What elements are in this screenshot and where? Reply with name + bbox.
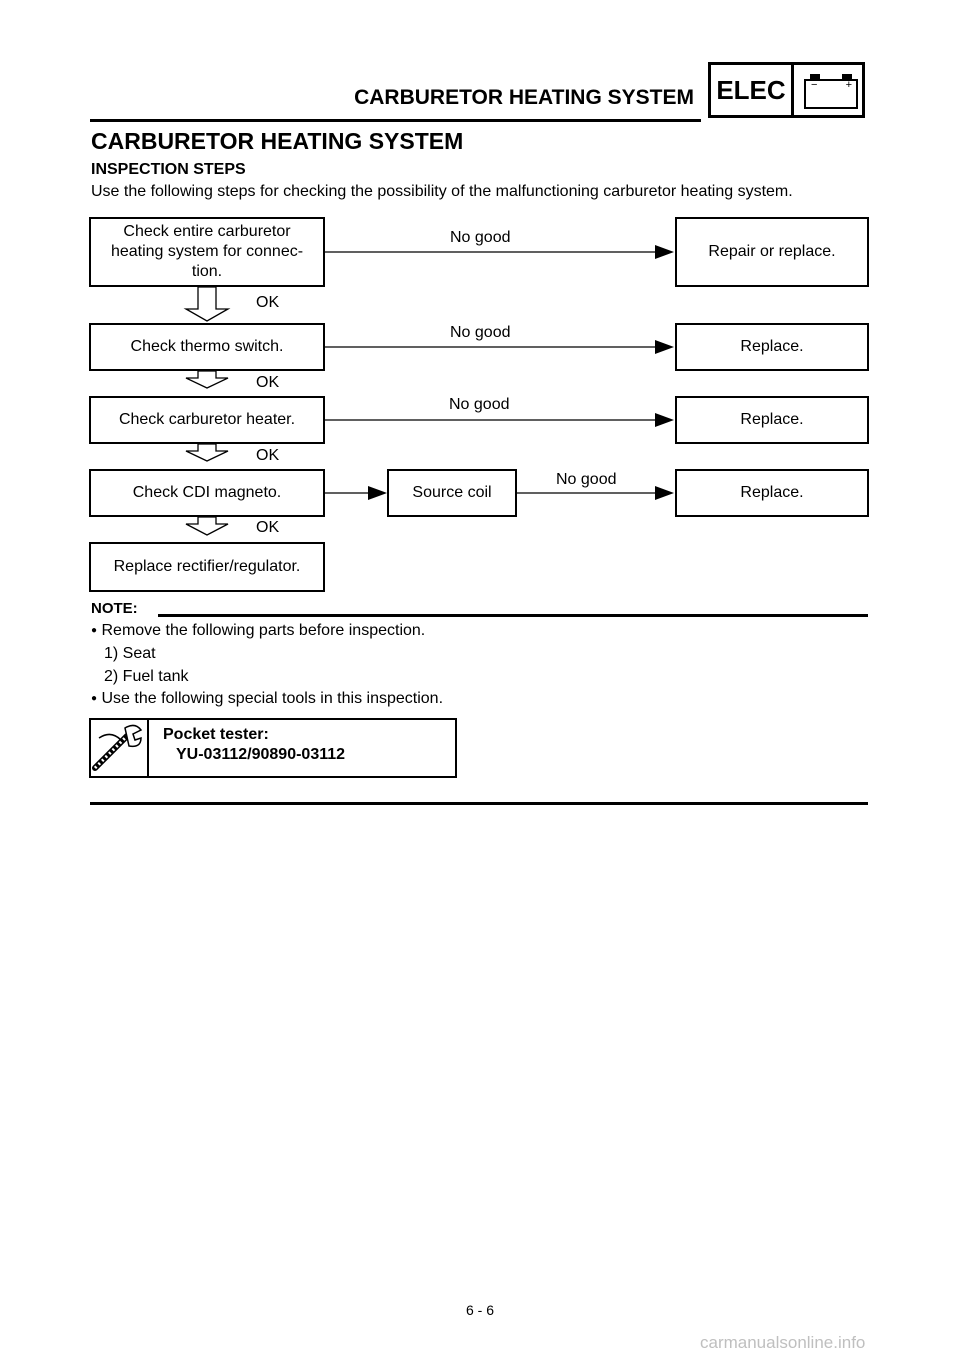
step1-line3: tion. (191, 263, 223, 280)
flowchart-connectors (0, 0, 960, 620)
intro-text: Use the following steps for checking the possibility of the malfunctioning carburetor heating system. (91, 183, 793, 200)
result-replace-3: Replace. (675, 469, 869, 517)
tool-divider (147, 718, 149, 778)
page-title: CARBURETOR HEATING SYSTEM (91, 128, 464, 154)
bullet-icon: ● (91, 625, 98, 636)
plus-sign: + (845, 79, 852, 91)
page-number: 6 - 6 (465, 1302, 494, 1318)
tool-name: Pocket tester: (163, 726, 269, 743)
step-source-coil: Source coil (387, 469, 517, 517)
note-bullet-2-text: Use the following special tools in this inspection. (101, 690, 444, 707)
no-good-label: No good (449, 396, 510, 413)
note-bullet-1-text: Remove the following parts before inspection. (101, 622, 426, 639)
result-replace-1: Replace. (675, 323, 869, 371)
bullet-icon: ● (91, 693, 98, 704)
step-check-cdi-magneto: Check CDI magneto. (89, 469, 325, 517)
note-bullet-1 (91, 622, 425, 640)
ok-label: OK (256, 374, 280, 391)
step-replace-rectifier: Replace rectifier/regulator. (89, 542, 325, 592)
step1-line2: heating system for connec- (110, 243, 304, 260)
ok-label: OK (256, 294, 280, 311)
result-repair-or-replace: Repair or replace. (675, 217, 869, 287)
ok-label: OK (256, 519, 280, 536)
no-good-label: No good (450, 229, 511, 246)
watermark: carmanualsonline.info (700, 1333, 866, 1352)
section-subtitle: INSPECTION STEPS (91, 161, 246, 178)
step-check-carburetor-heater: Check carburetor heater. (89, 396, 325, 444)
header-title: CARBURETOR HEATING SYSTEM (354, 86, 694, 109)
section-label: ELEC (711, 65, 794, 115)
note-bullet-2 (91, 690, 443, 708)
step-check-connection (89, 217, 325, 287)
tool-code: YU-03112/90890-03112 (176, 746, 346, 763)
note-label: NOTE: (91, 600, 138, 617)
step1-line1: Check entire carburetor (123, 223, 291, 240)
step-check-thermo-switch: Check thermo switch. (89, 323, 325, 371)
note-item-seat: 1) Seat (104, 645, 156, 662)
note-item-fuel-tank: 2) Fuel tank (104, 668, 189, 685)
no-good-label: No good (556, 471, 617, 488)
bottom-rule (90, 802, 868, 805)
note-rule (158, 614, 868, 617)
wrench-icon (91, 720, 147, 776)
minus-sign: − (811, 79, 818, 91)
no-good-label: No good (450, 324, 511, 341)
result-replace-2: Replace. (675, 396, 869, 444)
ok-label: OK (256, 447, 280, 464)
